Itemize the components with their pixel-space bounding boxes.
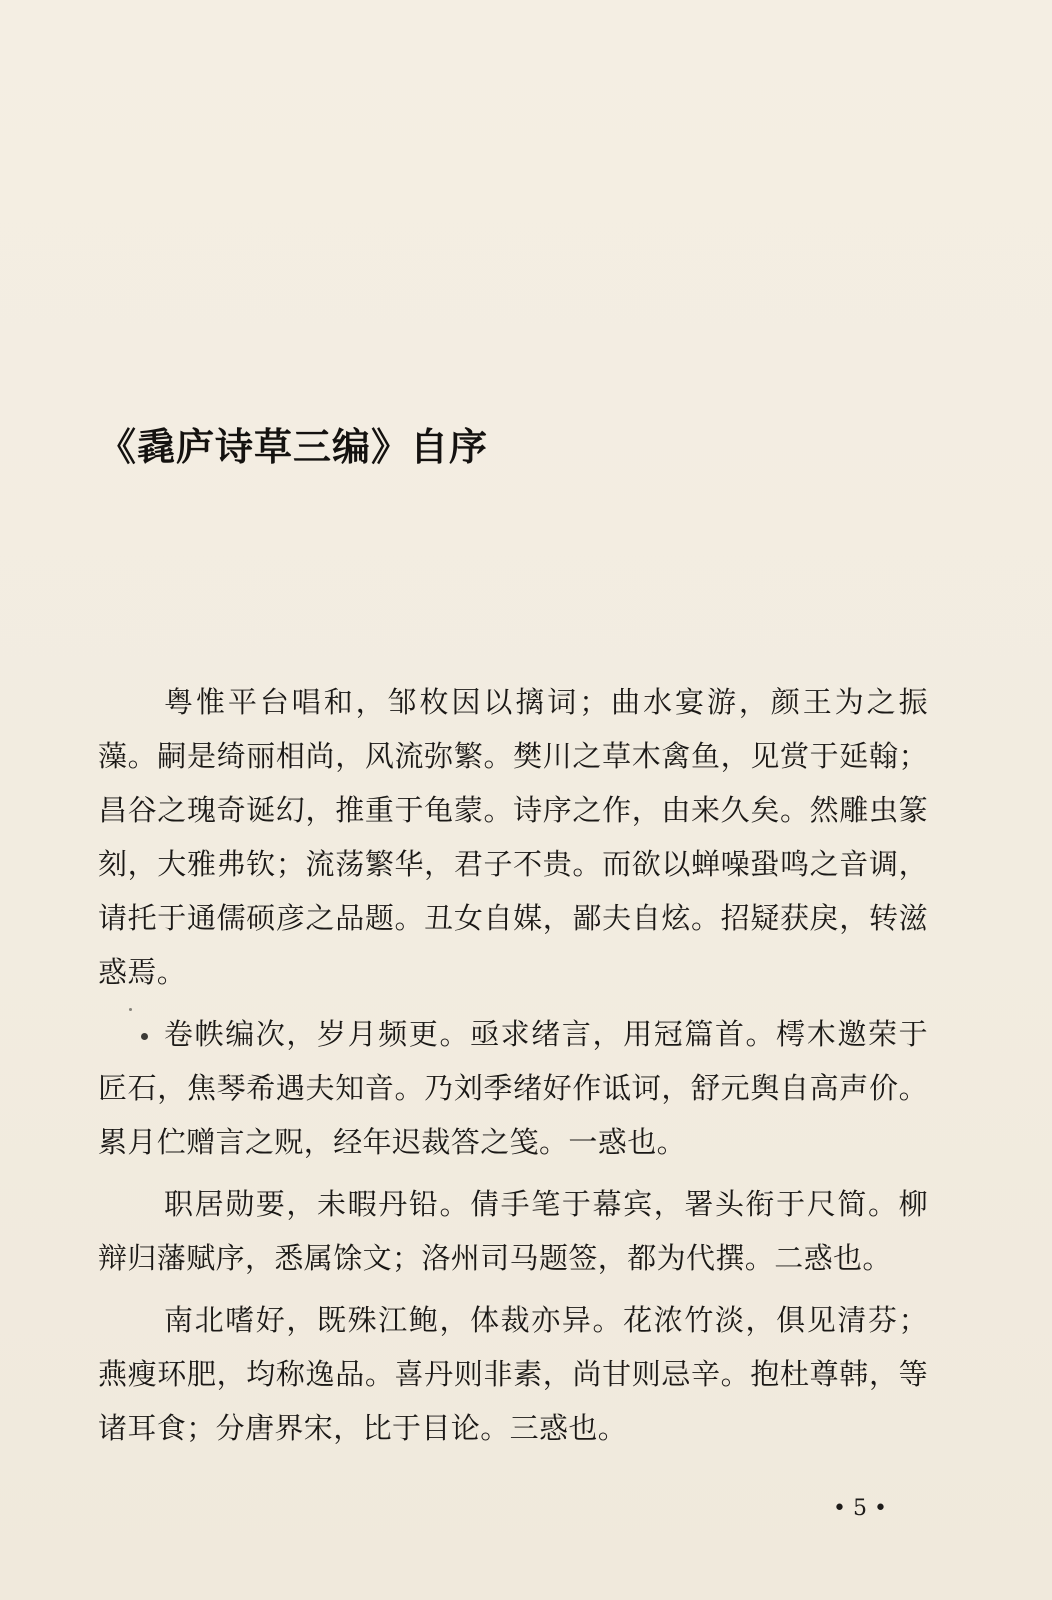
paragraph-3: 职居勋要，未暇丹铅。倩手笔于幕宾，署头衔于尺简。柳辩归藩赋序，悉属馀文；洛州司马题签，都为代撰。二惑也。 [98,1187,928,1275]
paragraph-1: 粤惟平台唱和，邹枚因以摛词；曲水宴游，颜王为之振藻。嗣是绮丽相尚，风流弥繁。樊川之草木禽鱼，见赏于延翰；昌谷之瑰奇诞幻，推重于龟蒙。诗序之作，由来久矣。然雕虫篆刻，大雅弗钦；流荡繁华，君子不贵。而欲以蝉噪蛩鸣之音调，请托于通儒硕彦之品题。丑女自媒，鄙夫自炫。招疑获戾，转滋惑焉。 [98,685,928,989]
page-title: 《毳庐诗草三编》自序 [98,425,489,470]
paragraph-4: 南北嗜好，既殊江鲍，体裁亦异。花浓竹淡，俱见清芬；燕瘦环肥，均称逸品。喜丹则非素，尚甘则忌辛。抱杜尊韩，等诸耳食；分唐界宋，比于目论。三惑也。 [98,1303,928,1445]
page-number: • 5 • [833,1496,887,1521]
preface-body [98,675,928,1463]
ink-speck [141,1033,148,1040]
paragraph-2: 卷帙编次，岁月频更。亟求绪言，用冠篇首。樗木邀荣于匠石，焦琴希遇夫知音。乃刘季绪好作诋诃，舒元舆自高声价。累月伫赠言之贶，经年迟裁答之笺。一惑也。 [98,1017,928,1159]
ink-speck [129,1008,132,1011]
